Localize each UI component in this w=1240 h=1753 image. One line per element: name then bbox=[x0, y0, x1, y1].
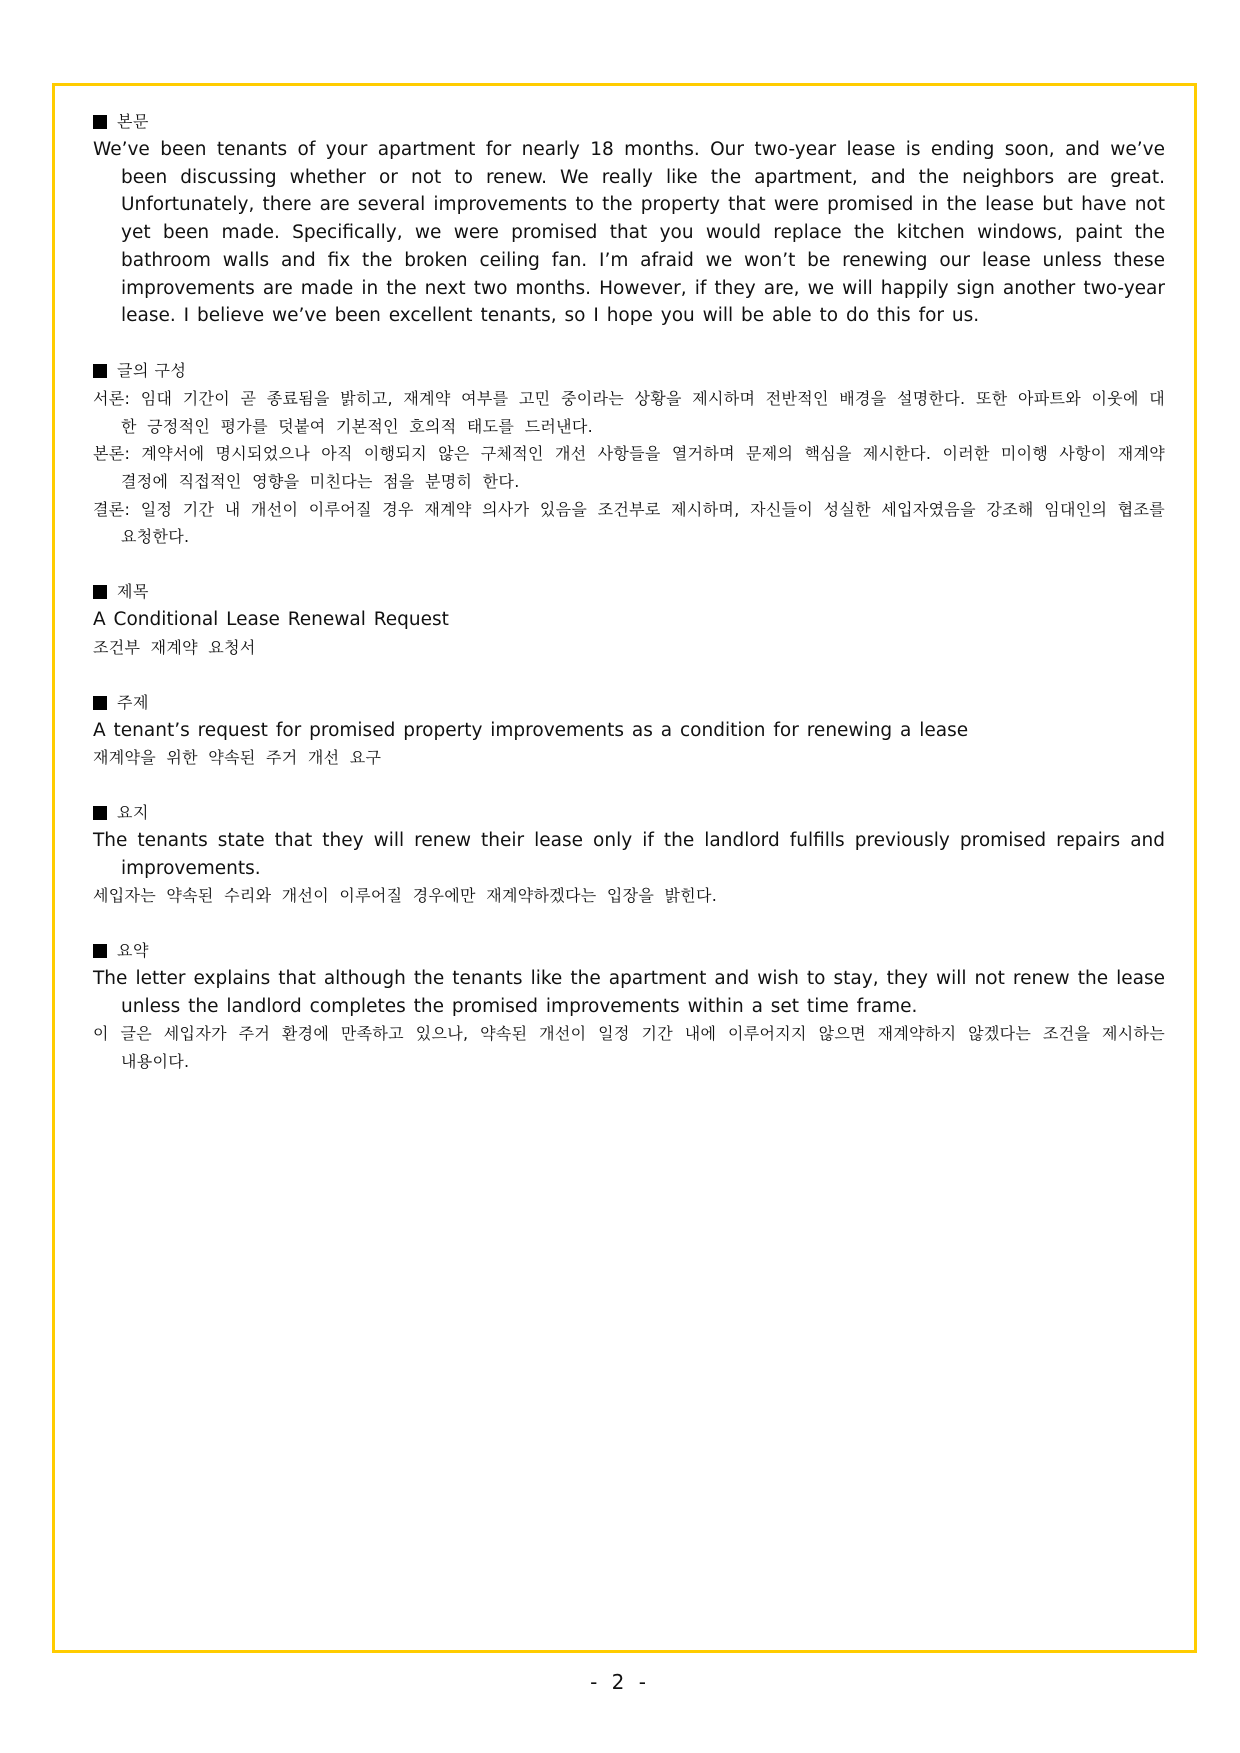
section-gist bbox=[93, 799, 1165, 910]
topic-korean: 재계약을 위한 약속된 주거 개선 요구 bbox=[93, 748, 382, 768]
summary-english: The letter explains that although the tenants like the apartment and wish to stay, they will not renew the lease unless the landlord completes the promised improvements within a set time frame. bbox=[93, 968, 1165, 1017]
section-heading bbox=[93, 357, 1165, 385]
square-bullet-icon bbox=[93, 944, 107, 958]
square-bullet-icon bbox=[93, 806, 107, 820]
section-structure bbox=[93, 357, 1165, 551]
section-topic bbox=[93, 689, 1165, 772]
section-body bbox=[93, 108, 1165, 330]
topic-english: A tenant’s request for promised property improvements as a condition for renewing a lease bbox=[93, 719, 969, 741]
square-bullet-icon bbox=[93, 364, 107, 378]
section-summary bbox=[93, 937, 1165, 1076]
heading-label: 주제 bbox=[117, 692, 149, 712]
section-heading bbox=[93, 937, 1165, 965]
document-content bbox=[93, 108, 1165, 1103]
square-bullet-icon bbox=[93, 115, 107, 129]
body-text: We’ve been tenants of your apartment for nearly 18 months. Our two-year lease is ending soon, and we’ve been discussing whether or not to renew. We really like the apartment, and the neighbors are great. Unfortunately, there are several improvements to the property that were promised in the lease but have not yet been made. Specifically, we were promised that you would replace the kitchen windows, paint the bathroom walls and fix the broken ceiling fan. I’m afraid we won’t be renewing our lease unless these improvements are made in the next two months. However, if they are, we will happily sign another two-year lease. I believe we’ve been excellent tenants, so I hope you will be able to do this for us. bbox=[93, 139, 1165, 327]
structure-conclusion: 결론: 일정 기간 내 개선이 이루어질 경우 재계약 의사가 있음을 조건부로 제시하며, 자신들이 성실한 세입자였음을 강조해 임대인의 협조를 요청한다. bbox=[93, 499, 1165, 547]
heading-label: 제목 bbox=[117, 582, 149, 602]
page-number: - 2 - bbox=[590, 1670, 650, 1694]
structure-main: 본론: 계약서에 명시되었으나 아직 이행되지 않은 구체적인 개선 사항들을 열거하며 문제의 핵심을 제시한다. 이러한 미이행 사항이 재계약 결정에 직접적인 영향을 미친다는 점을 분명히 한다. bbox=[93, 444, 1165, 492]
section-heading bbox=[93, 689, 1165, 717]
square-bullet-icon bbox=[93, 696, 107, 710]
structure-intro: 서론: 임대 기간이 곧 종료됨을 밝히고, 재계약 여부를 고민 중이라는 상황을 제시하며 전반적인 배경을 설명한다. 또한 아파트와 이웃에 대한 긍정적인 평가를 덧붙여 기본적인 호의적 태도를 드러낸다. bbox=[93, 388, 1165, 436]
square-bullet-icon bbox=[93, 585, 107, 599]
title-english: A Conditional Lease Renewal Request bbox=[93, 609, 449, 631]
heading-label: 글의 구성 bbox=[117, 360, 187, 380]
section-title bbox=[93, 578, 1165, 661]
section-heading bbox=[93, 799, 1165, 827]
title-korean: 조건부 재계약 요청서 bbox=[93, 637, 256, 657]
gist-korean: 세입자는 약속된 수리와 개선이 이루어질 경우에만 재계약하겠다는 입장을 밝힌다. bbox=[93, 886, 718, 906]
heading-label: 본문 bbox=[117, 112, 149, 131]
heading-label: 요지 bbox=[117, 802, 149, 822]
section-heading bbox=[93, 108, 1165, 136]
gist-english: The tenants state that they will renew their lease only if the landlord fulfills previously promised repairs and improvements. bbox=[93, 829, 1165, 879]
section-heading bbox=[93, 578, 1165, 606]
heading-label: 요약 bbox=[117, 941, 149, 961]
summary-korean: 이 글은 세입자가 주거 환경에 만족하고 있으나, 약속된 개선이 일정 기간 내에 이루어지지 않으면 재계약하지 않겠다는 조건을 제시하는 내용이다. bbox=[93, 1024, 1165, 1072]
